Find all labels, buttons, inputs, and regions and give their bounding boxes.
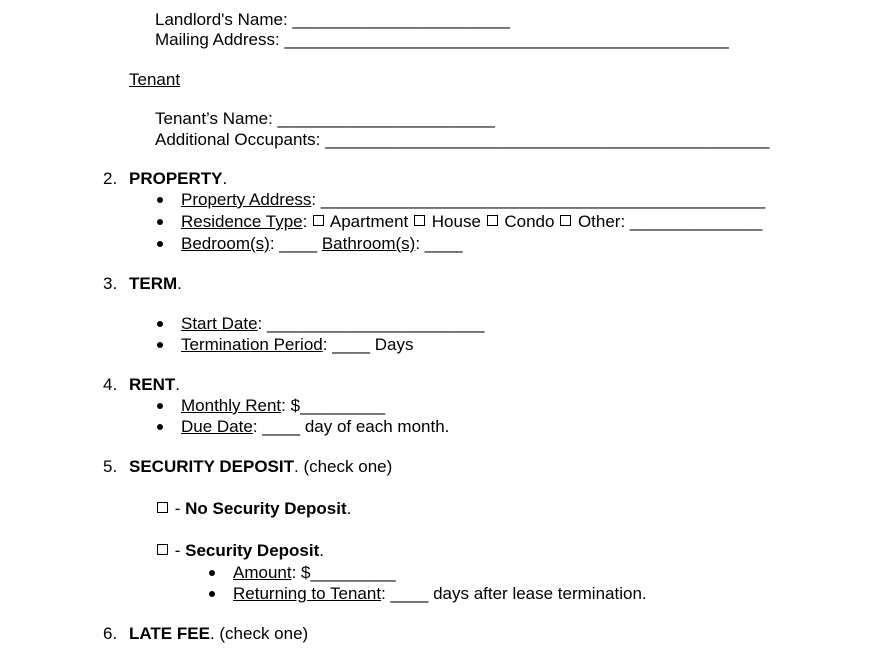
landlord-name-field[interactable]: _______________________ (292, 10, 510, 29)
landlord-name-line: Landlord's Name: _______________________ (155, 10, 510, 29)
section-number-term: 3. (103, 274, 118, 293)
bullet-icon (157, 424, 163, 430)
bullet-icon (209, 591, 215, 597)
late-fee-heading: LATE FEE. (check one) (129, 624, 309, 643)
section-number-property: 2. (103, 169, 118, 188)
due-date-line: Due Date: ____ day of each month. (181, 417, 450, 436)
start-date-field[interactable]: : _______________________ (257, 314, 485, 333)
security-deposit-heading: SECURITY DEPOSIT. (check one) (129, 457, 393, 476)
no-deposit-option: - No Security Deposit. (156, 499, 351, 519)
rooms-line: Bedroom(s): ____ Bathroom(s): ____ (181, 234, 463, 253)
property-address-field[interactable]: : _______________________________________________ (311, 190, 766, 209)
property-address-line: Property Address: _______________________________________________ (181, 190, 766, 209)
bullet-icon (157, 342, 163, 348)
deposit-return-line: Returning to Tenant: ____ days after lease termination. (233, 584, 647, 603)
tenant-name-field[interactable]: _______________________ (277, 109, 496, 128)
deposit-option: - Security Deposit. (156, 541, 324, 561)
bullet-icon (157, 241, 163, 247)
landlord-address-field[interactable]: _______________________________________________ (284, 30, 729, 49)
deposit-amount-line: Amount: $_________ (233, 563, 396, 582)
residence-type-line: Residence Type: Apartment House Condo Other: ______________ (181, 212, 763, 231)
bullet-icon (209, 570, 215, 576)
additional-occupants-field[interactable]: _______________________________________________ (325, 130, 770, 149)
bullet-icon (157, 219, 163, 225)
residence-other-field[interactable]: Other: ______________ (577, 212, 763, 231)
tenant-name-line: Tenant’s Name: _______________________ (155, 109, 496, 128)
deposit-amount-field[interactable]: : $_________ (291, 563, 396, 582)
landlord-address-line: Mailing Address: _______________________________________________ (155, 30, 729, 49)
section-number-deposit: 5. (103, 457, 118, 476)
checkbox-condo[interactable] (487, 215, 498, 226)
checkbox-other[interactable] (560, 215, 571, 226)
rent-heading: RENT. (129, 375, 181, 394)
term-heading: TERM. (129, 274, 182, 293)
checkbox-house[interactable] (414, 215, 425, 226)
bathroom-field[interactable]: : ____ (415, 234, 463, 253)
bullet-icon (157, 197, 163, 203)
bullet-icon (157, 321, 163, 327)
checkbox-deposit[interactable] (157, 544, 168, 555)
deposit-return-field[interactable]: : ____ days after lease termination. (381, 584, 647, 603)
termination-period-line: Termination Period: ____ Days (181, 335, 414, 354)
property-heading: PROPERTY. (129, 169, 228, 188)
section-number-rent: 4. (103, 375, 118, 394)
due-date-field[interactable]: : ____ day of each month. (252, 417, 450, 436)
checkbox-apartment[interactable] (313, 215, 324, 226)
termination-period-field[interactable]: : ____ Days (322, 335, 414, 354)
monthly-rent-line: Monthly Rent: $_________ (181, 396, 386, 415)
start-date-line: Start Date: _______________________ (181, 314, 485, 333)
monthly-rent-field[interactable]: : $_________ (281, 396, 386, 415)
checkbox-no-deposit[interactable] (157, 502, 168, 513)
tenant-heading: Tenant (129, 70, 181, 89)
bedroom-field[interactable]: : ____ (269, 234, 318, 253)
section-number-late-fee: 6. (103, 624, 118, 643)
bullet-icon (157, 403, 163, 409)
additional-occupants-line: Additional Occupants: _______________________________________________ (155, 130, 770, 149)
